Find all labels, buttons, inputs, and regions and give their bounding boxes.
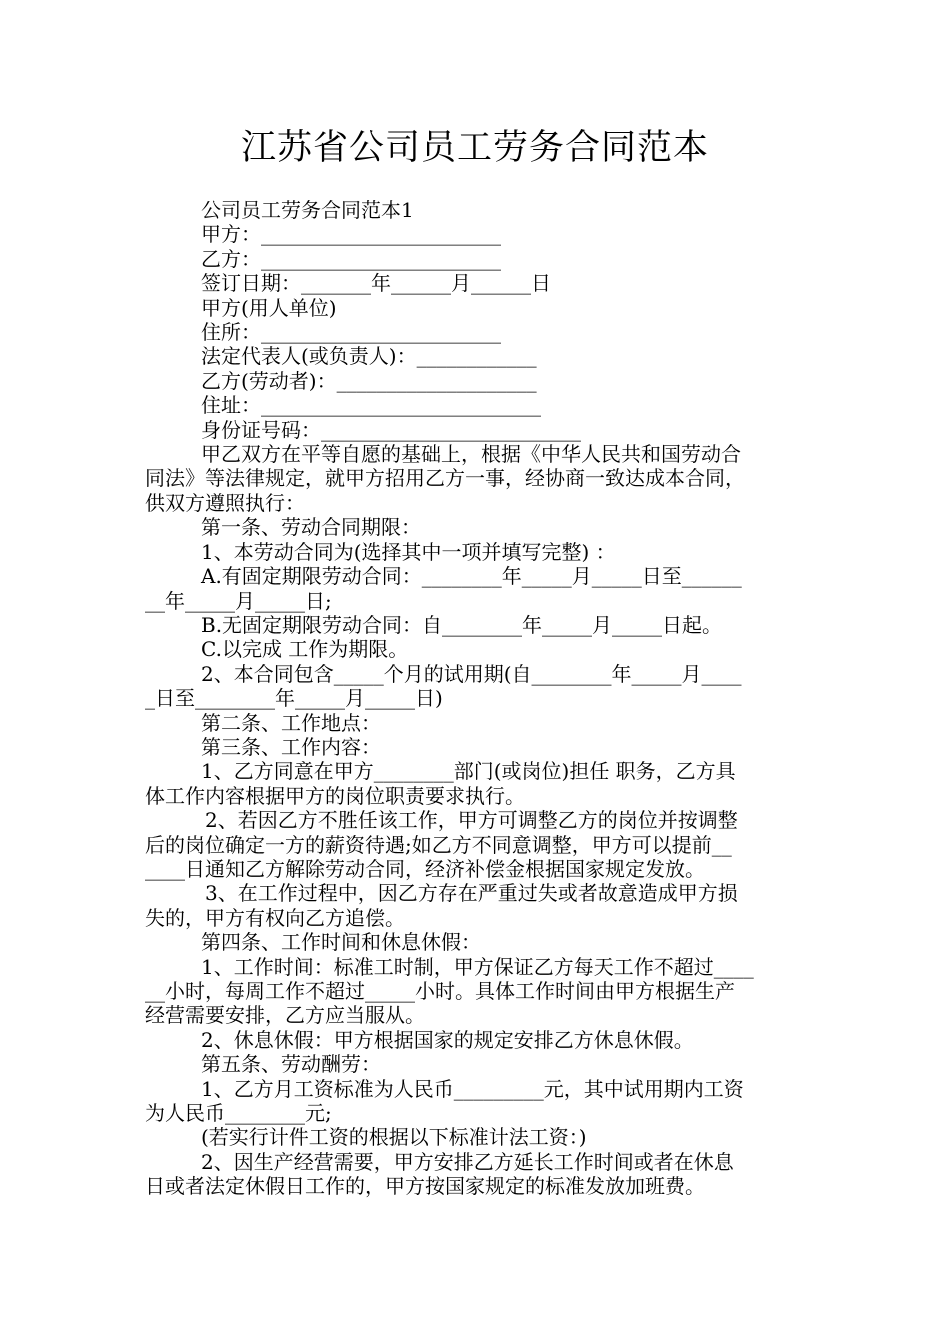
id-number-field: 身份证号码：__________________________ [201, 417, 581, 442]
paragraph-line: 体工作内容根据甲方的岗位职责要求执行。 [145, 783, 525, 808]
paragraph-line: __小时，每周工作不超过_____小时。具体工作时间由甲方根据生产 [145, 979, 735, 1003]
paragraph-line: 2、休息休假：甲方根据国家的规定安排乙方休息休假。 [201, 1027, 694, 1052]
paragraph-line: 2、若因乙方不胜任该工作，甲方可调整乙方的岗位并按调整 [205, 808, 738, 833]
paragraph-line: 3、在工作过程中，因乙方存在严重过失或者故意造成甲方损 [205, 881, 738, 906]
party-b-field: 乙方：________________________ [201, 246, 501, 271]
document-title: 江苏省公司员工劳务合同范本 [240, 128, 709, 168]
legal-rep-field: 法定代表人(或负责人)：____________ [201, 344, 537, 369]
paragraph-line: 为人民币________元; [145, 1101, 332, 1126]
paragraph-line: 2、本合同包含_____个月的试用期(自________年_____月____ [201, 661, 742, 686]
subtitle-line: 公司员工劳务合同范本1 [201, 198, 414, 222]
paragraph-line: _日至________年_____月_____日) [145, 686, 443, 711]
paragraph-line: 甲乙双方在平等自愿的基础上，根据《中华人民共和国劳动合 [201, 442, 741, 467]
article-heading: 第三条、工作内容： [201, 734, 381, 759]
employer-heading: 甲方(用人单位) [201, 295, 337, 320]
paragraph-line: __年_____月_____日; [145, 588, 332, 613]
paragraph-line: 2、因生产经营需要，甲方安排乙方延长工作时间或者在休息 [201, 1149, 734, 1174]
paragraph-line: (若实行计件工资的根据以下标准计法工资：) [201, 1125, 587, 1150]
paragraph-line: 后的岗位确定一方的薪资待遇;如乙方不同意调整，甲方可以提前__ [145, 832, 732, 857]
paragraph-line: 供双方遵照执行： [145, 490, 305, 515]
article-heading: 第五条、劳动酬劳： [201, 1052, 381, 1077]
paragraph-line: 1、乙方同意在甲方________部门(或岗位)担任 职务，乙方具 [201, 759, 736, 784]
sign-date-field: 签订日期：_______年______月______日 [201, 271, 551, 296]
article-heading: 第一条、劳动合同期限： [201, 515, 421, 540]
address-field: 住所：________________________ [201, 320, 501, 345]
paragraph-line: 失的，甲方有权向乙方追偿。 [145, 905, 405, 930]
paragraph-line: 1、本劳动合同为(选择其中一项并填写完整) ： [201, 539, 616, 564]
article-heading: 第二条、工作地点： [201, 710, 381, 735]
paragraph-line: B.无固定期限劳动合同：自________年_____月_____日起。 [201, 612, 723, 637]
paragraph-line: A.有固定期限劳动合同：________年_____月_____日至______ [201, 564, 742, 589]
article-heading: 第四条、工作时间和休息休假： [201, 930, 481, 955]
paragraph-line: C.以完成 工作为期限。 [201, 637, 409, 662]
residence-field: 住址：____________________________ [201, 393, 541, 418]
contract-body [145, 198, 810, 1199]
paragraph-line: 1、乙方月工资标准为人民币_________元，其中试用期内工资 [201, 1076, 744, 1101]
paragraph-line: ____日通知乙方解除劳动合同，经济补偿金根据国家规定发放。 [145, 856, 705, 881]
paragraph-line: 1、工作时间：标准工时制，甲方保证乙方每天工作不超过____ [201, 954, 754, 979]
paragraph-line: 同法》等法律规定，就甲方招用乙方一事，经协商一致达成本合同， [145, 466, 745, 491]
paragraph-line: 日或者法定休假日工作的，甲方按国家规定的标准发放加班费。 [145, 1174, 705, 1199]
worker-field: 乙方(劳动者)：____________________ [201, 368, 537, 393]
party-a-field: 甲方：________________________ [201, 222, 501, 247]
paragraph-line: 经营需要安排，乙方应当服从。 [145, 1003, 425, 1028]
